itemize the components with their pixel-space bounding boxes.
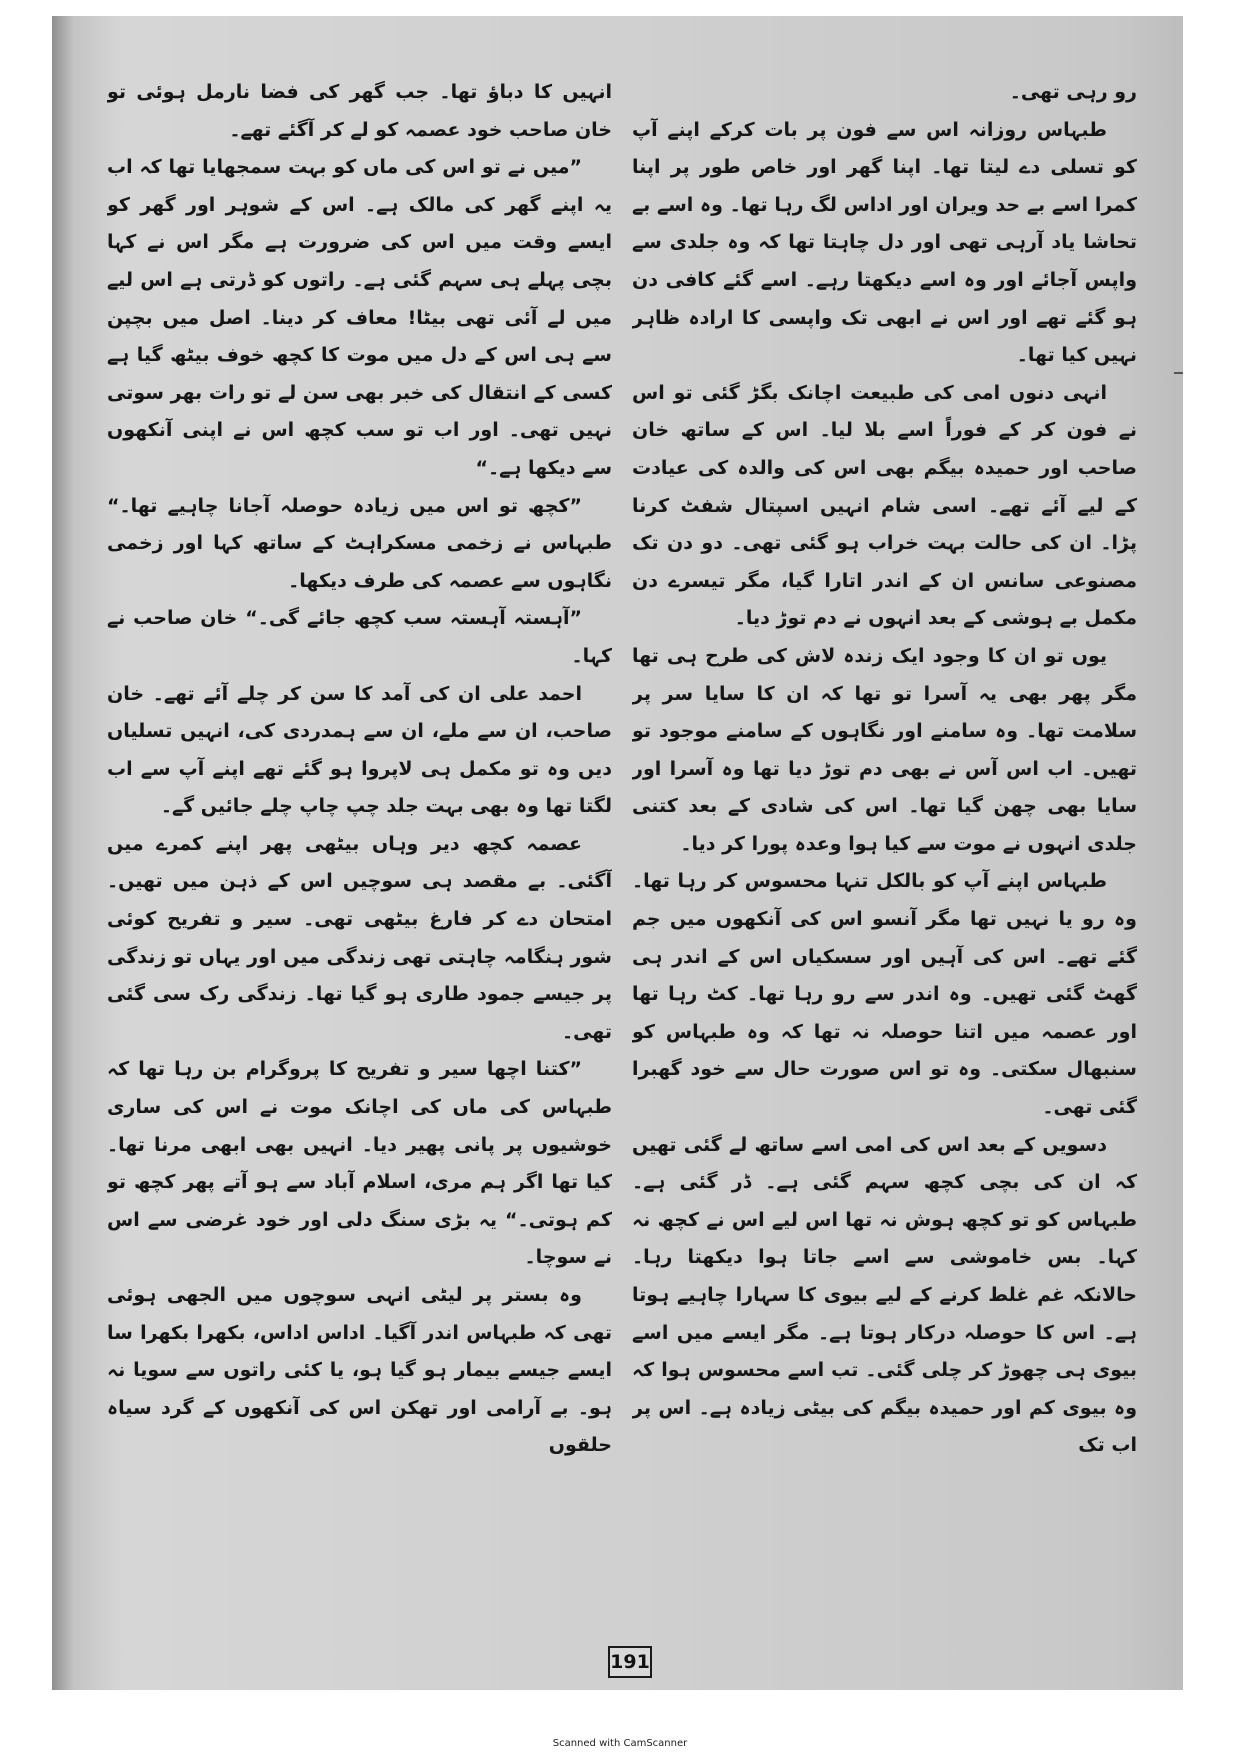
text-column-left <box>107 74 612 1594</box>
text-column-right <box>632 74 1137 1594</box>
scanned-page <box>52 16 1183 1690</box>
scanner-watermark: Scanned with CamScanner <box>552 1738 688 1749</box>
paragraph: رو رہی تھی۔ <box>1009 81 1137 103</box>
paragraph: انہی دنوں امی کی طبیعت اچانک بگڑ گئی تو اس نے فون کر کے فوراً اسے بلا لیا۔ اس کے ساتھ خان صاحب اور حمیدہ بیگم بھی اس کی والدہ کی عیادت کے لیے آئے تھے۔ اسی شام انہیں اسپتال شفٹ کرنا پڑا۔ ان کی حالت بہت خراب ہو گئی تھی۔ دو دن تک مصنوعی سانس ان کے اندر اتارا گیا، مگر تیسرے دن مکمل بے ہوشی کے بعد انہوں نے دم توڑ دیا۔ <box>632 381 1137 630</box>
paragraph: ”کتنا اچھا سیر و تفریح کا پروگرام بن رہا تھا کہ طبہاس کی ماں کی اچانک موت نے اس کی ساری خوشیوں پر پانی پھیر دیا۔ انہیں بھی ابھی مرنا تھا۔ کیا تھا اگر ہم مری، اسلام آباد سے ہو آتے پھر کچھ تو کم ہوتی۔“ یہ بڑی سنگ دلی اور خود غرضی سے اس نے سوچا۔ <box>107 1058 612 1269</box>
margin-tick-mark <box>1174 372 1183 374</box>
paragraph: احمد علی ان کی آمد کا سن کر چلے آئے تھے۔ خان صاحب، ان سے ملے، ان سے ہمدردی کی، انہیں تسلیاں دیں وہ تو مکمل ہی لاپروا ہو گئے تھے اپنے آپ سے اب لگتا تھا وہ بھی بہت جلد چپ چاپ چلے جائیں گے۔ <box>107 682 612 818</box>
paragraph: عصمہ کچھ دیر وہاں بیٹھی پھر اپنے کمرے میں آگئی۔ بے مقصد ہی سوچیں اس کے ذہن میں تھیں۔ امتحان دے کر فارغ بیٹھی تھی۔ سیر و تفریح کوئی شور ہنگامہ چاہتی تھی زندگی میں اور یہاں تو زندگی پر جیسے جمود طاری ہو گیا تھا۔ زندگی رک سی گئی تھی۔ <box>107 832 612 1043</box>
paragraph: انہیں کا دباؤ تھا۔ جب گھر کی فضا نارمل ہوئی تو خان صاحب خود عصمہ کو لے کر آگئے تھے۔ <box>107 81 612 141</box>
paragraph: طبہاس اپنے آپ کو بالکل تنہا محسوس کر رہا تھا۔ وہ رو یا نہیں تھا مگر آنسو اس کی آنکھوں میں جم گئے تھے۔ اس کی آہیں اور سسکیاں اس کے اندر ہی گھٹ گئی تھیں۔ وہ اندر سے رو رہا تھا۔ کٹ رہا تھا اور عصمہ میں اتنا حوصلہ نہ تھا کہ وہ طبہاس کو سنبھال سکتی۔ وہ تو اس صورت حال سے خود گھبرا گئی تھی۔ <box>632 870 1137 1119</box>
paragraph: یوں تو ان کا وجود ایک زندہ لاش کی طرح ہی تھا مگر پھر بھی یہ آسرا تو تھا کہ ان کا سایا سر پر سلامت تھا۔ وہ سامنے اور نگاہوں کے سامنے موجود تو تھیں۔ اب اس آس نے بھی دم توڑ دیا تھا وہ آسرا اور سایا بھی چھن گیا تھا۔ اس کی شادی کے بعد کتنی جلدی انہوں نے موت سے کیا ہوا وعدہ پورا کر دیا۔ <box>632 644 1137 855</box>
paragraph: ”کچھ تو اس میں زیادہ حوصلہ آجانا چاہیے تھا۔“ طبہاس نے زخمی مسکراہٹ کے ساتھ کہا اور زخمی نگاہوں سے عصمہ کی طرف دیکھا۔ <box>107 494 612 592</box>
paragraph: وہ بستر پر لیٹی انہی سوچوں میں الجھی ہوئی تھی کہ طبہاس اندر آگیا۔ اداس اداس، بکھرا بکھرا سا ایسے جیسے بیمار ہو گیا ہو، یا کئی راتوں سے سویا نہ ہو۔ بے آرامی اور تھکن اس کی آنکھوں کے گرد سیاہ حلقوں <box>107 1284 612 1457</box>
paragraph: طبہاس روزانہ اس سے فون پر بات کرکے اپنے آپ کو تسلی دے لیتا تھا۔ اپنا گھر اور خاص طور پر اپنا کمرا اسے بے حد ویران اور اداس لگ رہا تھا۔ وہ اسے بے تحاشا یاد آرہی تھی اور دل چاہتا تھا کہ وہ جلدی سے واپس آجائے اور وہ اسے دیکھتا رہے۔ اسے گئے کافی دن ہو گئے تھے اور اس نے ابھی تک واپسی کا ارادہ ظاہر نہیں کیا تھا۔ <box>632 118 1137 367</box>
page-number: 191 <box>608 1646 652 1678</box>
paragraph: ”آہستہ آہستہ سب کچھ جائے گی۔“ خان صاحب نے کہا۔ <box>107 607 612 667</box>
paragraph: ”میں نے تو اس کی ماں کو بہت سمجھایا تھا کہ اب یہ اپنے گھر کی مالک ہے۔ اس کے شوہر اور گھر کو ایسے وقت میں اس کی ضرورت ہے مگر اس نے کہا بچی پہلے ہی سہم گئی ہے۔ راتوں کو ڈرتی ہے اس لیے میں لے آئی تھی بیٹا! معاف کر دینا۔ اصل میں بچپن سے ہی اس کے دل میں موت کا کچھ خوف بیٹھ گیا ہے کسی کے انتقال کی خبر بھی سن لے تو رات بھر سوتی نہیں تھی۔ اور اب تو سب کچھ اس نے اپنی آنکھوں سے دیکھا ہے۔“ <box>107 156 612 479</box>
paragraph: دسویں کے بعد اس کی امی اسے ساتھ لے گئی تھیں کہ ان کی بچی کچھ سہم گئی ہے۔ ڈر گئی ہے۔ طبہاس کو تو کچھ ہوش نہ تھا اس لیے اس نے کچھ نہ کہا۔ بس خاموشی سے اسے جاتا ہوا دیکھتا رہا۔ حالانکہ غم غلط کرنے کے لیے بیوی کا سہارا چاہیے ہوتا ہے۔ اس کا حوصلہ درکار ہوتا ہے۔ مگر ایسے میں اسے بیوی ہی چھوڑ کر چلی گئی۔ تب اسے محسوس ہوا کہ وہ بیوی کم اور حمیدہ بیگم کی بیٹی زیادہ ہے۔ اس پر اب تک <box>632 1133 1137 1457</box>
